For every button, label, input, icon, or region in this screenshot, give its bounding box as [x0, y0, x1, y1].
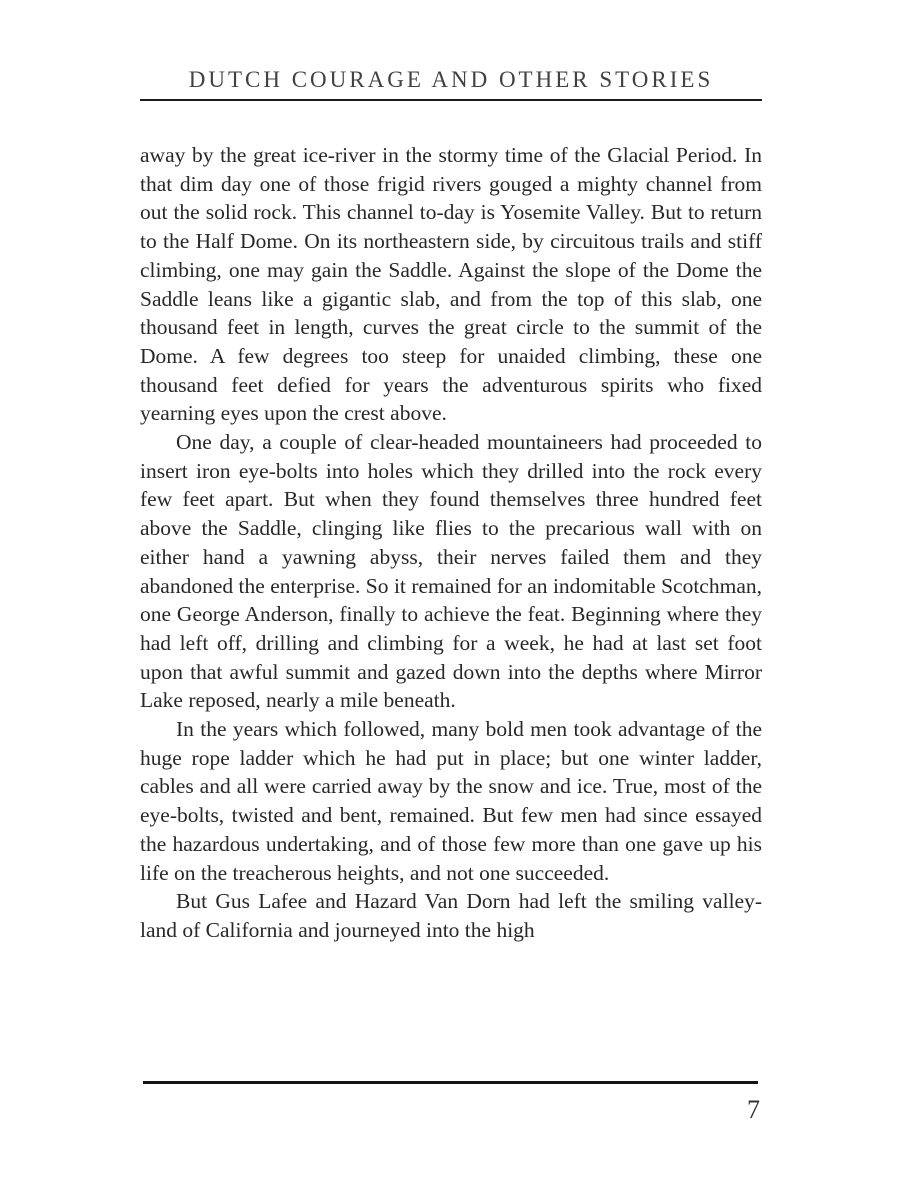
paragraph: One day, a couple of clear-headed mountaineers had proceeded to insert iron eye-bolts into holes which they drilled into the rock every few feet apart. But when they found themselves three hundred feet above the Saddle, clinging like flies to the precarious wall with on either hand a yawning abyss, their nerves failed them and they abandoned the enterprise. So it remained for an indomitable Scotchman, one George Anderson, finally to achieve the feat. Beginning where they had left off, drilling and climbing for a week, he had at last set foot upon that awful summit and gazed down into the depths where Mirror Lake reposed, nearly a mile beneath. — [140, 430, 762, 713]
running-header: DUTCH COURAGE AND OTHER STORIES — [188, 67, 714, 92]
footer-rule — [143, 1081, 758, 1084]
page-number: 7 — [747, 1095, 760, 1124]
paragraph: But Gus Lafee and Hazard Van Dorn had left the smiling valley-land of California and journeyed into the high — [140, 889, 762, 942]
header-rule — [140, 99, 762, 101]
page-body-text — [140, 141, 762, 945]
paragraph: away by the great ice-river in the stormy time of the Glacial Period. In that dim day one of those frigid rivers gouged a mighty channel from out the solid rock. This channel to-day is Yosemite Valley. But to return to the Half Dome. On its northeastern side, by circuitous trails and stiff climbing, one may gain the Saddle. Against the slope of the Dome the Saddle leans like a gigantic slab, and from the top of this slab, one thousand feet in length, curves the great circle to the summit of the Dome. A few degrees too steep for unaided climbing, these one thousand feet defied for years the adventurous spirits who fixed yearning eyes upon the crest above. — [140, 143, 762, 426]
paragraph: In the years which followed, many bold men took advantage of the huge rope ladder which he had put in place; but one winter ladder, cables and all were carried away by the snow and ice. True, most of the eye-bolts, twisted and bent, remained. But few men had since essayed the hazardous undertaking, and of those few more than one gave up his life on the treacherous heights, and not one succeeded. — [140, 717, 762, 885]
